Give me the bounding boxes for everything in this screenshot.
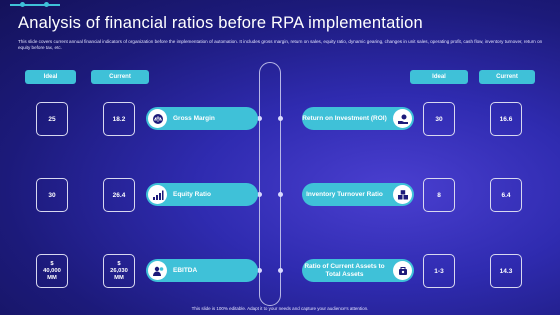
metric-label: Equity Ratio [173, 191, 211, 198]
hand-coins-icon [393, 109, 412, 128]
header-ideal-left: Ideal [25, 70, 76, 84]
ideal-value-box: 25 [36, 102, 68, 136]
metric-roi [302, 107, 414, 130]
ideal-value-box: 30 [36, 178, 68, 212]
current-value-box: 16.6 [490, 102, 522, 136]
current-value-box: $ 26,030 MM [103, 254, 135, 288]
connector-dot [278, 268, 283, 273]
connector-dot [278, 192, 283, 197]
ideal-value-box: 30 [423, 102, 455, 136]
current-value-box: 18.2 [103, 102, 135, 136]
metric-inventory-turnover [302, 183, 414, 206]
footer-note: This slide is 100% editable. Adapt it to your needs and capture your audience's attention. [191, 306, 369, 311]
metric-current-assets-ratio [302, 259, 414, 282]
metric-ebitda [146, 259, 258, 282]
header-current-right: Current [479, 70, 535, 84]
scale-coins-icon [148, 109, 167, 128]
person-dollar-icon [148, 261, 167, 280]
boxes-icon [393, 185, 412, 204]
connector-dot [278, 116, 283, 121]
header-ideal-right: Ideal [410, 70, 468, 84]
metric-label: Gross Margin [173, 115, 215, 122]
top-decoration [10, 4, 60, 6]
metric-label: Ratio of Current Assets to Total Assets [304, 262, 385, 278]
ideal-value-box: 1-3 [423, 254, 455, 288]
ideal-value-box: $ 40,000 MM [36, 254, 68, 288]
current-value-box: 14.3 [490, 254, 522, 288]
metric-equity-ratio [146, 183, 258, 206]
ideal-value-box: 8 [423, 178, 455, 212]
header-current-left: Current [91, 70, 149, 84]
current-value-box: 26.4 [103, 178, 135, 212]
assets-icon [393, 261, 412, 280]
metric-label: Return on Investment (ROI) [302, 114, 387, 122]
slide-description: This slide covers current annual financial indicators of organization before the implementation of automation. It includes gross margin, return on sales, equity ratio, dynamic gearing, changes in unit sales, operating profit, cash flow, inventory turnover, return on equity before tax, etc. [18, 39, 543, 51]
page-title: Analysis of financial ratios before RPA implementation [18, 14, 423, 32]
metric-gross-margin [146, 107, 258, 130]
bar-chart-icon [148, 185, 167, 204]
metric-label: Inventory Turnover Ratio [306, 190, 383, 198]
metric-label: EBITDA [173, 267, 198, 274]
current-value-box: 6.4 [490, 178, 522, 212]
